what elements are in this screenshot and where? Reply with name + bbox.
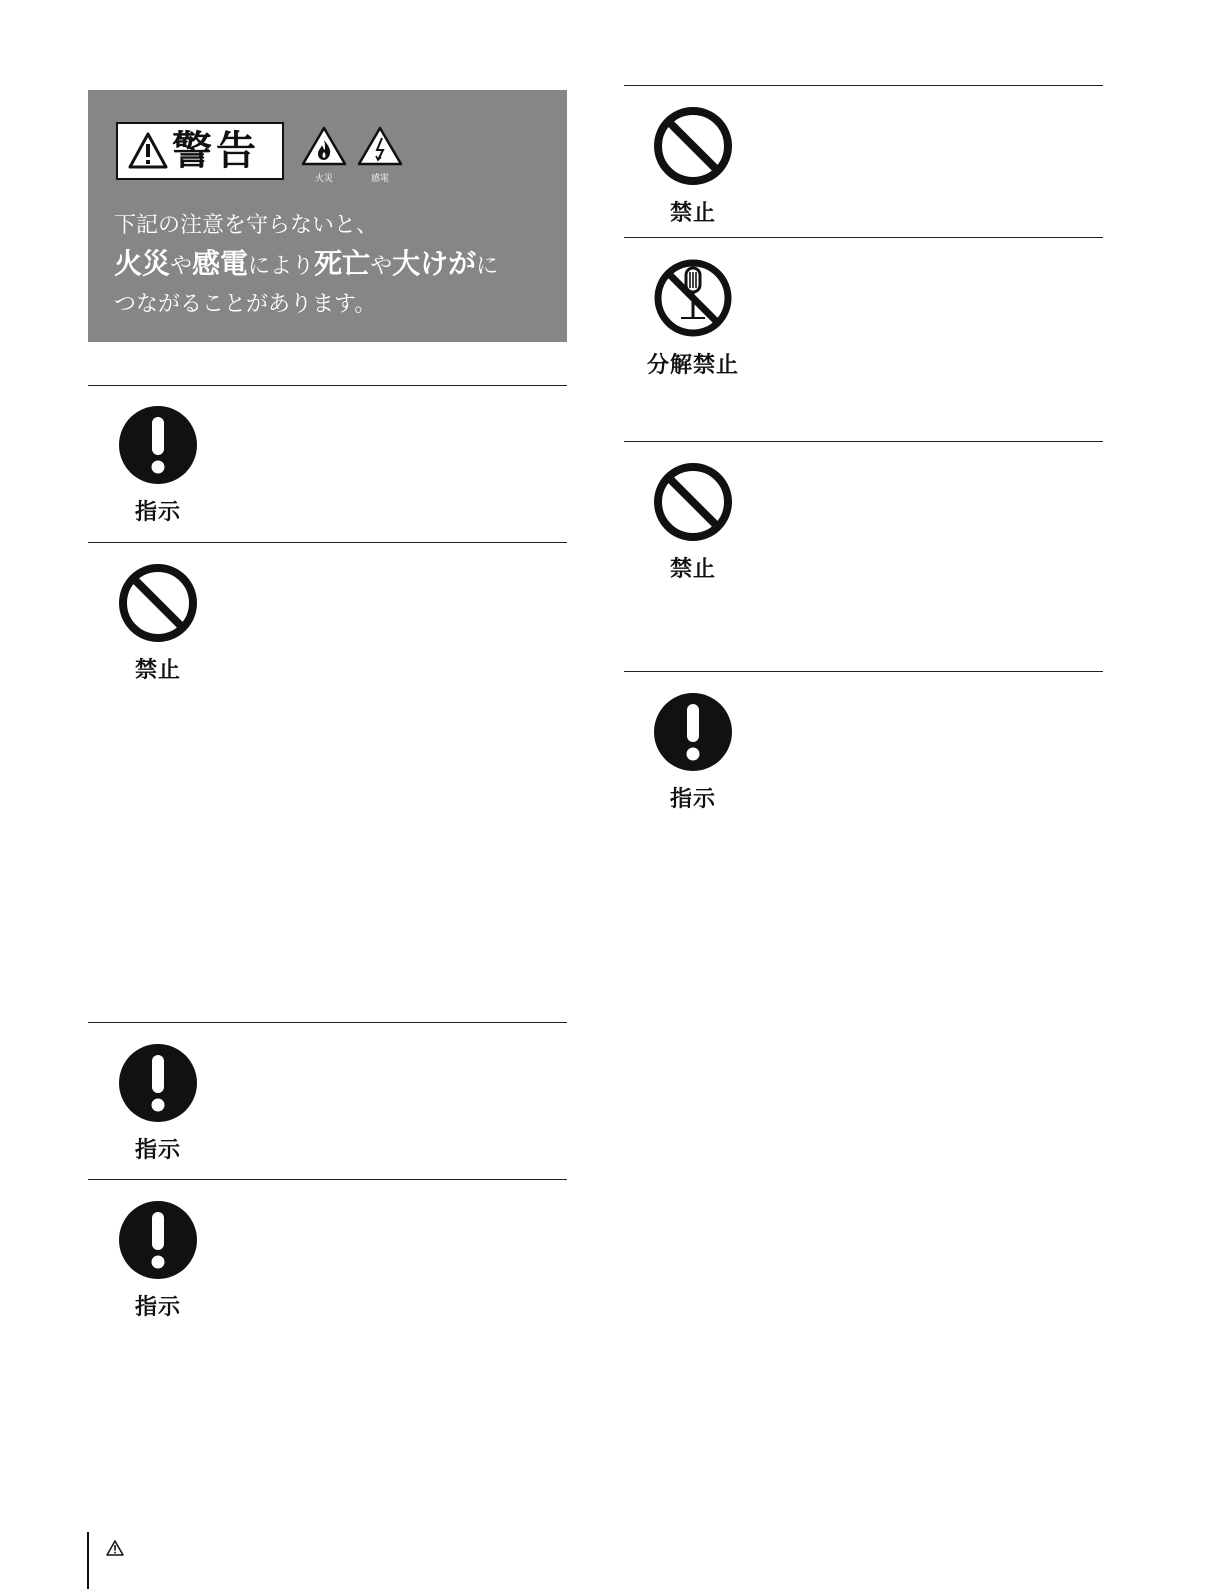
prohibition-icon	[653, 106, 733, 186]
warning-line-3: つながることがあります。	[114, 292, 377, 317]
section-divider	[624, 237, 1103, 238]
warning-badge	[116, 122, 284, 180]
warning-banner	[88, 90, 567, 342]
prohibition-icon	[118, 563, 198, 643]
warning-line-1: 下記の注意を守らないと、	[114, 213, 379, 238]
exclamation-icon	[118, 1200, 198, 1280]
warning-text	[114, 207, 554, 324]
fire-icon	[301, 126, 347, 166]
pictogram-label: 指示	[134, 500, 181, 525]
section-divider	[88, 542, 567, 543]
no-disassembly-pictogram	[638, 258, 748, 379]
section-divider	[88, 1179, 567, 1180]
pictogram-label: 禁止	[669, 557, 716, 582]
instruction-pictogram	[103, 1200, 213, 1321]
shock-hazard	[356, 126, 404, 184]
footer-margin-bar	[87, 1532, 89, 1589]
warning-triangle-icon	[128, 132, 168, 170]
pictogram-label: 禁止	[134, 658, 181, 683]
pictogram-label: 指示	[134, 1295, 181, 1320]
instruction-pictogram	[103, 405, 213, 526]
instruction-pictogram	[103, 1043, 213, 1164]
pictogram-label: 指示	[669, 787, 716, 812]
warning-line-2: 火災や感電により死亡や大けがに	[114, 247, 499, 280]
prohibition-pictogram	[638, 462, 748, 583]
section-divider	[88, 1022, 567, 1023]
pictogram-label: 指示	[134, 1138, 181, 1163]
prohibition-icon	[653, 462, 733, 542]
pictogram-label: 禁止	[669, 201, 716, 226]
electric-shock-icon	[357, 126, 403, 166]
fire-hazard	[300, 126, 348, 184]
pictogram-label: 分解禁止	[646, 353, 739, 378]
section-divider	[88, 385, 567, 386]
shock-hazard-label: 感電	[370, 174, 389, 184]
section-divider	[624, 85, 1103, 86]
prohibition-pictogram	[103, 563, 213, 684]
warning-title: 警告	[172, 128, 260, 174]
instruction-pictogram	[638, 692, 748, 813]
section-divider	[624, 671, 1103, 672]
fire-hazard-label: 火災	[314, 174, 333, 184]
exclamation-icon	[118, 405, 198, 485]
section-divider	[624, 441, 1103, 442]
prohibition-pictogram	[638, 106, 748, 227]
exclamation-icon	[653, 692, 733, 772]
warning-triangle-icon	[106, 1540, 124, 1556]
exclamation-icon	[118, 1043, 198, 1123]
no-disassembly-icon	[653, 258, 733, 338]
